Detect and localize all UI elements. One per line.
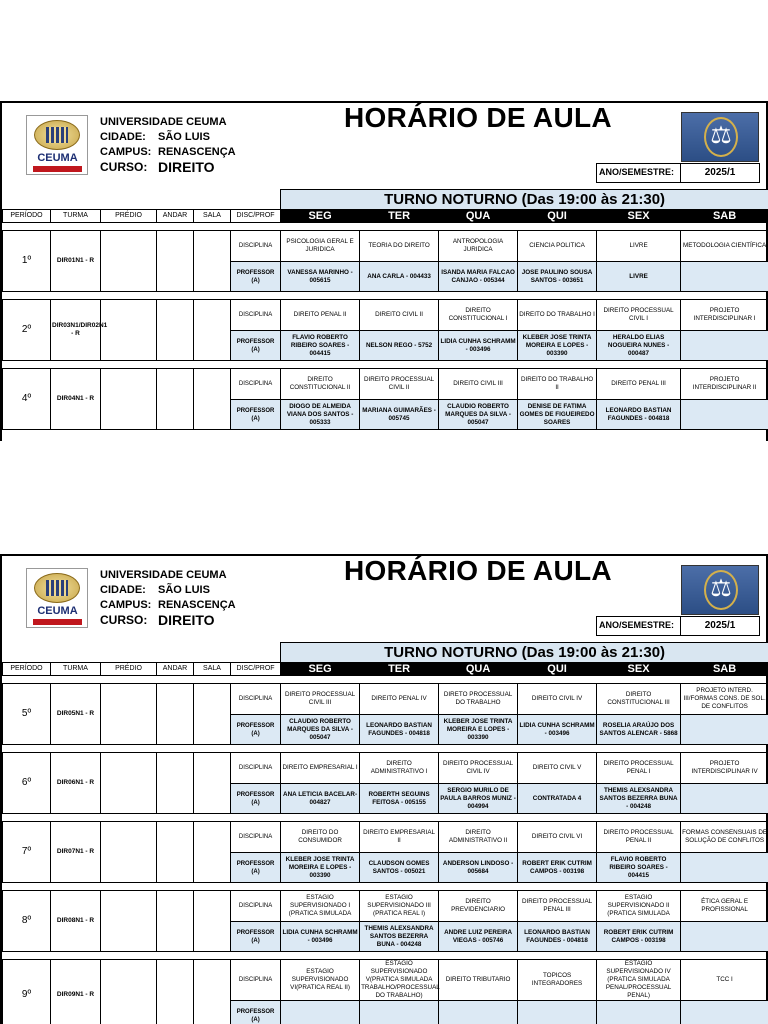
professor-cell: LIVRE (597, 262, 681, 292)
professor-cell: THEMIS ALEXSANDRA SANTOS BEZERRA BUNA - 004248 (360, 922, 439, 952)
campus: RENASCENÇA (158, 146, 236, 158)
disciplina-label: DISCIPLINA (231, 822, 281, 853)
disciplina-cell: DIREITO TRIBUTARIO (439, 960, 518, 1001)
row-spacer (3, 883, 768, 891)
professor-cell: ROBERT ERIK CUTRIM CAMPOS - 003198 (597, 922, 681, 952)
andar-cell (157, 822, 194, 883)
disciplina-cell: DIREITO PROCESSUAL CIVIL II (360, 369, 439, 400)
university-name: UNIVERSIDADE CEUMA (100, 569, 227, 581)
andar-cell (157, 231, 194, 292)
page-title: HORÁRIO DE AULA (344, 555, 612, 586)
disciplina-cell: DIREITO CIVIL VI (518, 822, 597, 853)
predio-cell (101, 300, 157, 361)
andar-cell (157, 369, 194, 430)
law-emblem-icon: ⚖ (681, 565, 759, 615)
disciplina-cell: PROJETO INTERDISCIPLINAR I (681, 300, 768, 331)
table-row (3, 231, 768, 262)
predio-cell (101, 822, 157, 883)
university-name: UNIVERSIDADE CEUMA (100, 116, 227, 128)
professor-cell: LEONARDO BASTIAN FAGUNDES - 004818 (597, 400, 681, 430)
professor-label: PROFESSOR (A) (231, 1001, 281, 1024)
sheet-header (2, 556, 766, 642)
column-headers: PERÍODO TURMA PRÉDIO ANDAR SALA DISC/PROF SEG TER QUA QUI SEX SAB (3, 663, 768, 676)
professor-cell: FLAVIO ROBERTO RIBEIRO SOARES - 004415 (281, 331, 360, 361)
disciplina-cell: PROJETO INTERDISCIPLINAR IV (681, 753, 768, 784)
turma-cell: DIR05N1 - R (51, 684, 101, 745)
turma-cell: DIR08N1 - R (51, 891, 101, 952)
sala-cell (194, 891, 231, 952)
disciplina-cell: DIREITO CIVIL III (439, 369, 518, 400)
disciplina-cell: PROJETO INTERDISCIPLINAR II (681, 369, 768, 400)
disciplina-cell: DIREITO PROCESSUAL PENAL III (518, 891, 597, 922)
disciplina-cell: TOPICOS INTEGRADORES (518, 960, 597, 1001)
professor-cell (681, 1001, 768, 1024)
disciplina-label: DISCIPLINA (231, 753, 281, 784)
professor-cell: ANDRE LUIZ PEREIRA VIEGAS - 005746 (439, 922, 518, 952)
course: DIREITO (158, 612, 215, 628)
professor-cell: HERALDO ELIAS NOGUEIRA NUNES - 000487 (597, 331, 681, 361)
year-semester: ANO/SEMESTRE: 2025/1 (596, 616, 760, 636)
professor-label: PROFESSOR (A) (231, 922, 281, 952)
turma-cell: DIR09N1 - R (51, 960, 101, 1024)
disciplina-cell: ESTAGIO SUPERVISIONADO III (PRATICA REAL I) (360, 891, 439, 922)
schedule-table (2, 642, 768, 1024)
disciplina-cell: DIREITO DO TRABALHO I (518, 300, 597, 331)
disciplina-cell: PSICOLOGIA GERAL E JURIDICA (281, 231, 360, 262)
predio-cell (101, 369, 157, 430)
periodo-cell: 5º (3, 684, 51, 745)
row-spacer (3, 676, 768, 684)
sala-cell (194, 369, 231, 430)
disciplina-cell: DIREITO CONSTITUCIONAL III (597, 684, 681, 715)
city: SÃO LUIS (158, 131, 210, 143)
table-row (3, 684, 768, 715)
turno-header: TURNO NOTURNO (Das 19:00 às 21:30) (281, 643, 768, 663)
professor-cell: ROSELIA ARAÚJO DOS SANTOS ALENCAR - 5868 (597, 715, 681, 745)
professor-cell: ROBERTH SEGUINS FEITOSA - 005155 (360, 784, 439, 814)
table-row (3, 960, 768, 1001)
professor-cell: LIDIA CUNHA SCHRAMM - 003496 (518, 715, 597, 745)
professor-cell: KLEBER JOSE TRINTA MOREIRA E LOPES - 003390 (439, 715, 518, 745)
disciplina-cell: ESTAGIO SUPERVISIONADO I (PRATICA SIMULADA (281, 891, 360, 922)
disciplina-cell: DIRETO PROCESSUAL DO TRABALHO (439, 684, 518, 715)
professor-cell: ISANDA MARIA FALCAO CANJAO - 005344 (439, 262, 518, 292)
disciplina-cell: TCC I (681, 960, 768, 1001)
professor-cell (681, 922, 768, 952)
table-row (3, 753, 768, 784)
disciplina-cell: DIREITO EMPRESARIAL I (281, 753, 360, 784)
professor-cell: LIDIA CUNHA SCHRAMM - 003496 (281, 922, 360, 952)
disciplina-cell: DIREITO PREVIDENCIARIO (439, 891, 518, 922)
professor-cell: ANDERSON LINDOSO - 005684 (439, 853, 518, 883)
professor-cell: DIOGO DE ALMEIDA VIANA DOS SANTOS - 005333 (281, 400, 360, 430)
professor-cell: NELSON REGO - 5752 (360, 331, 439, 361)
disciplina-cell: DIREITO ADMINISTRATIVO I (360, 753, 439, 784)
professor-label: PROFESSOR (A) (231, 331, 281, 361)
disciplina-label: DISCIPLINA (231, 960, 281, 1001)
professor-cell: CLAUDSON GOMES SANTOS - 005021 (360, 853, 439, 883)
disciplina-cell: DIREITO PROCESSUAL PENAL I (597, 753, 681, 784)
andar-cell (157, 753, 194, 814)
column-headers: PERÍODO TURMA PRÉDIO ANDAR SALA DISC/PROF SEG TER QUA QUI SEX SAB (3, 210, 768, 223)
disciplina-label: DISCIPLINA (231, 891, 281, 922)
predio-cell (101, 960, 157, 1024)
sala-cell (194, 960, 231, 1024)
professor-cell: ANA CARLA - 004433 (360, 262, 439, 292)
ceuma-logo: CEUMA (26, 115, 88, 175)
professor-cell: ANA LETICIA BACELAR- 004827 (281, 784, 360, 814)
predio-cell (101, 753, 157, 814)
table-row (3, 300, 768, 331)
professor-label: PROFESSOR (A) (231, 262, 281, 292)
turma-cell: DIR06N1 - R (51, 753, 101, 814)
disciplina-cell: METODOLOGIA CIENTÍFICA (681, 231, 768, 262)
schedule-sheet-2 (0, 554, 768, 1024)
professor-cell: FLAVIO ROBERTO RIBEIRO SOARES - 004415 (597, 853, 681, 883)
professor-cell (281, 1001, 360, 1024)
ceuma-logo: CEUMA (26, 568, 88, 628)
professor-label: PROFESSOR (A) (231, 784, 281, 814)
professor-cell: MARIANA GUIMARÃES - 005745 (360, 400, 439, 430)
table-row (3, 891, 768, 922)
professor-cell (360, 1001, 439, 1024)
law-emblem-icon: ⚖ (681, 112, 759, 162)
course: DIREITO (158, 159, 215, 175)
disciplina-cell: DIREITO PROCESSUAL PENAL II (597, 822, 681, 853)
professor-cell (681, 784, 768, 814)
disciplina-label: DISCIPLINA (231, 369, 281, 400)
disciplina-cell: DIREITO DO TRABALHO II (518, 369, 597, 400)
disciplina-cell: TEORIA DO DIREITO (360, 231, 439, 262)
professor-cell: JOSE PAULINO SOUSA SANTOS - 003651 (518, 262, 597, 292)
row-spacer (3, 814, 768, 822)
periodo-cell: 1º (3, 231, 51, 292)
professor-cell (681, 853, 768, 883)
row-spacer (3, 292, 768, 300)
sala-cell (194, 300, 231, 361)
page-title: HORÁRIO DE AULA (344, 102, 612, 133)
professor-cell (439, 1001, 518, 1024)
andar-cell (157, 960, 194, 1024)
professor-cell: ROBERT ERIK CUTRIM CAMPOS - 003198 (518, 853, 597, 883)
sala-cell (194, 822, 231, 883)
disciplina-cell: DIREITO ADMINISTRATIVO II (439, 822, 518, 853)
professor-cell: CLAUDIO ROBERTO MARQUES DA SILVA - 005047 (439, 400, 518, 430)
disciplina-cell: DIREITO PENAL III (597, 369, 681, 400)
professor-cell: SERGIO MURILO DE PAULA BARROS MUNIZ - 004994 (439, 784, 518, 814)
row-spacer (3, 223, 768, 231)
disciplina-cell: DIREITO PROCESSUAL CIVIL I (597, 300, 681, 331)
disciplina-cell: FORMAS CONSENSUAIS DE SOLUÇÃO DE CONFLITOS (681, 822, 768, 853)
row-spacer (3, 952, 768, 960)
periodo-cell: 8º (3, 891, 51, 952)
disciplina-cell: ESTAGIO SUPERVISIONADO IV (PRATICA SIMULADA PENAL/PROCESSUAL PENAL) (597, 960, 681, 1001)
professor-cell: VANESSA MARINHO - 005615 (281, 262, 360, 292)
periodo-cell: 6º (3, 753, 51, 814)
disciplina-cell: DIREITO PROCESSUAL CIVIL IV (439, 753, 518, 784)
turma-cell: DIR04N1 - R (51, 369, 101, 430)
row-spacer (3, 745, 768, 753)
disciplina-cell: DIREITO PENAL II (281, 300, 360, 331)
disciplina-cell: DIREITO CIVIL II (360, 300, 439, 331)
professor-cell (518, 1001, 597, 1024)
disciplina-cell: DIREITO PENAL IV (360, 684, 439, 715)
professor-cell (681, 400, 768, 430)
professor-label: PROFESSOR (A) (231, 400, 281, 430)
predio-cell (101, 891, 157, 952)
campus: RENASCENÇA (158, 599, 236, 611)
disciplina-cell: PROJETO INTERD. III/FORMAS CONS. DE SOL. DE CONFLITOS (681, 684, 768, 715)
disciplina-label: DISCIPLINA (231, 300, 281, 331)
andar-cell (157, 300, 194, 361)
university-info: UNIVERSIDADE CEUMA CIDADE: SÃO LUIS CAMPUS: RENASCENÇA CURSO: DIREITO (100, 116, 236, 175)
disciplina-cell: DIREITO PROCESSUAL CIVIL III (281, 684, 360, 715)
disciplina-cell: ANTROPOLOGIA JURIDICA (439, 231, 518, 262)
professor-cell: LEONARDO BASTIAN FAGUNDES - 004818 (360, 715, 439, 745)
disciplina-label: DISCIPLINA (231, 231, 281, 262)
periodo-cell: 9º (3, 960, 51, 1024)
professor-cell: LEONARDO BASTIAN FAGUNDES - 004818 (518, 922, 597, 952)
professor-cell (681, 262, 768, 292)
periodo-cell: 7º (3, 822, 51, 883)
schedule-sheet-1 (0, 101, 768, 441)
disciplina-label: DISCIPLINA (231, 684, 281, 715)
row-spacer (3, 361, 768, 369)
professor-cell: CLAUDIO ROBERTO MARQUES DA SILVA - 005047 (281, 715, 360, 745)
disciplina-cell: ESTAGIO SUPERVISIONADO II (PRATICA SIMULADA (597, 891, 681, 922)
disciplina-cell: DIREITO DO CONSUMIDOR (281, 822, 360, 853)
andar-cell (157, 684, 194, 745)
professor-cell: DENISE DE FATIMA GOMES DE FIGUEIREDO SOARES (518, 400, 597, 430)
turma-cell: DIR07N1 - R (51, 822, 101, 883)
professor-cell (681, 715, 768, 745)
periodo-cell: 4º (3, 369, 51, 430)
predio-cell (101, 684, 157, 745)
sala-cell (194, 231, 231, 292)
disciplina-cell: ESTAGIO SUPERVISIONADO VI(PRATICA REAL II) (281, 960, 360, 1001)
disciplina-cell: DIREITO EMPRESARIAL II (360, 822, 439, 853)
disciplina-cell: DIREITO CONSTITUCIONAL II (281, 369, 360, 400)
predio-cell (101, 231, 157, 292)
table-row (3, 369, 768, 400)
disciplina-cell: LIVRE (597, 231, 681, 262)
turno-header: TURNO NOTURNO (Das 19:00 às 21:30) (281, 190, 768, 210)
schedule-table (2, 189, 768, 430)
periodo-cell: 2º (3, 300, 51, 361)
year-semester: ANO/SEMESTRE: 2025/1 (596, 163, 760, 183)
professor-cell (597, 1001, 681, 1024)
turma-cell: DIR03N1/DIR02N1 - R (51, 300, 101, 361)
sala-cell (194, 684, 231, 745)
disciplina-cell: ESTAGIO SUPERVISIONADO V(PRATICA SIMULADA TRABALHO/PROCESSUAL DO TRABALHO) (361, 960, 440, 999)
turma-cell: DIR01N1 - R (51, 231, 101, 292)
professor-label: PROFESSOR (A) (231, 715, 281, 745)
professor-label: PROFESSOR (A) (231, 853, 281, 883)
andar-cell (157, 891, 194, 952)
city: SÃO LUIS (158, 584, 210, 596)
sheet-header (2, 103, 766, 189)
professor-cell: THEMIS ALEXSANDRA SANTOS BEZERRA BUNA - 004248 (597, 784, 681, 814)
professor-cell (681, 331, 768, 361)
disciplina-cell: DIREITO CIVIL V (518, 753, 597, 784)
professor-cell: LIDIA CUNHA SCHRAMM - 003496 (439, 331, 518, 361)
professor-cell: KLEBER JOSE TRINTA MOREIRA E LOPES - 003390 (281, 853, 360, 883)
university-info: UNIVERSIDADE CEUMA CIDADE: SÃO LUIS CAMPUS: RENASCENÇA CURSO: DIREITO (100, 569, 236, 628)
disciplina-cell: DIREITO CONSTITUCIONAL I (439, 300, 518, 331)
professor-cell: KLEBER JOSE TRINTA MOREIRA E LOPES - 003390 (518, 331, 597, 361)
disciplina-cell: CIENCIA POLITICA (518, 231, 597, 262)
disciplina-cell: DIREITO CIVIL IV (518, 684, 597, 715)
disciplina-cell: ÉTICA GERAL E PROFISSIONAL (681, 891, 768, 922)
sala-cell (194, 753, 231, 814)
professor-cell: CONTRATADA 4 (518, 784, 597, 814)
table-row (3, 822, 768, 853)
